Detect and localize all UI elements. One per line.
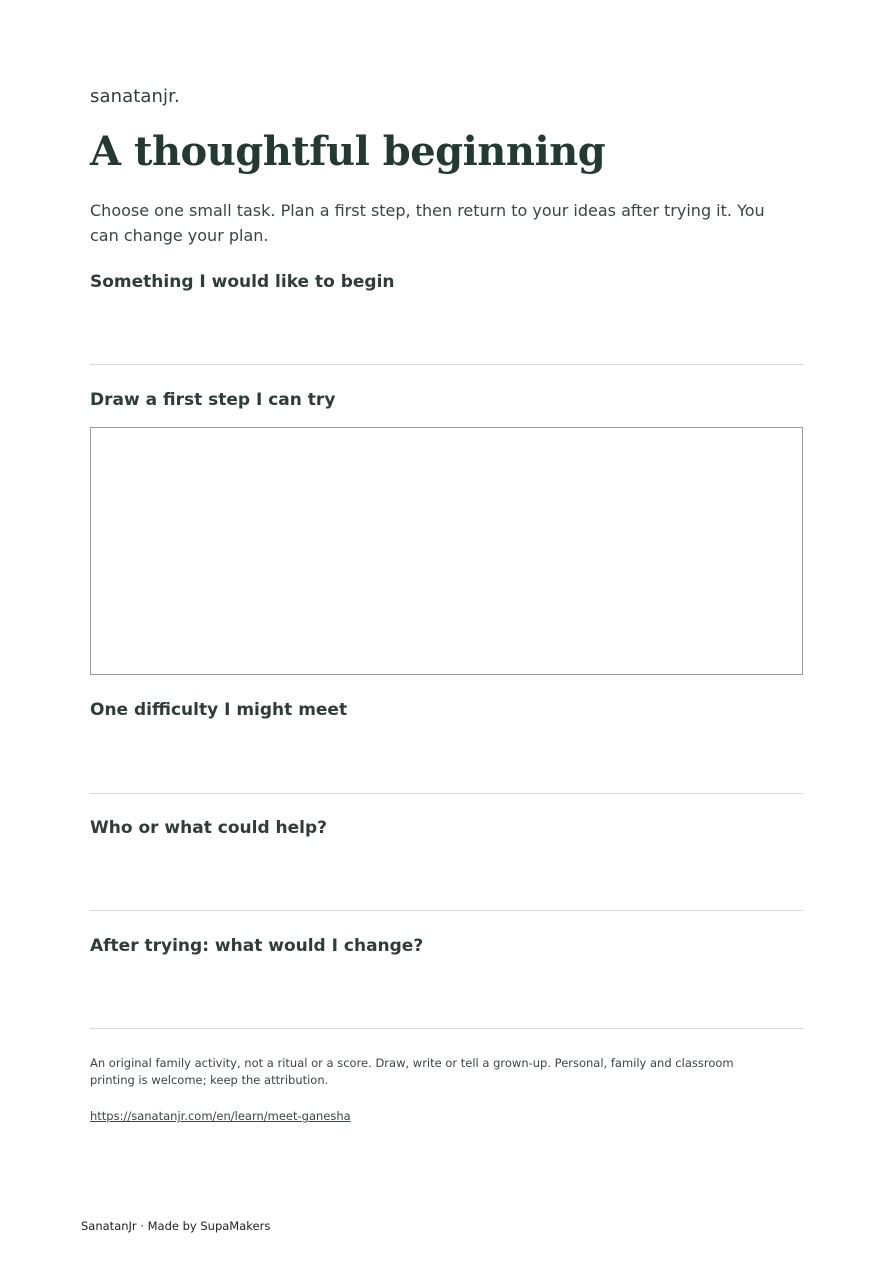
intro-text: Choose one small task. Plan a first step, then return to your ideas after trying it. You can change your plan. [90, 201, 765, 245]
write-line-help[interactable] [90, 910, 803, 911]
section-label-begin: Something I would like to begin [90, 272, 395, 292]
section-label-difficulty: One difficulty I might meet [90, 700, 348, 720]
write-line-begin[interactable] [90, 364, 803, 365]
section-label-change: After trying: what would I change? [90, 936, 424, 956]
drawing-box-first-step[interactable] [90, 427, 803, 675]
write-line-difficulty[interactable] [90, 793, 803, 794]
section-label-first-step: Draw a first step I can try [90, 390, 336, 410]
section-label-help: Who or what could help? [90, 818, 328, 838]
source-link[interactable]: https://sanatanjr.com/en/learn/meet-ganesha [90, 1109, 351, 1123]
write-line-change[interactable] [90, 1028, 803, 1029]
brand-logo-text: sanatanjr. [90, 86, 180, 107]
page-footer: SanatanJr · Made by SupaMakers [81, 1219, 271, 1233]
page-title: A thoughtful beginning [90, 128, 606, 175]
attribution-note: An original family activity, not a ritual or a score. Draw, write or tell a grown-up. Personal, family and classroom printing is welcome; keep the attribution. [90, 1056, 734, 1087]
